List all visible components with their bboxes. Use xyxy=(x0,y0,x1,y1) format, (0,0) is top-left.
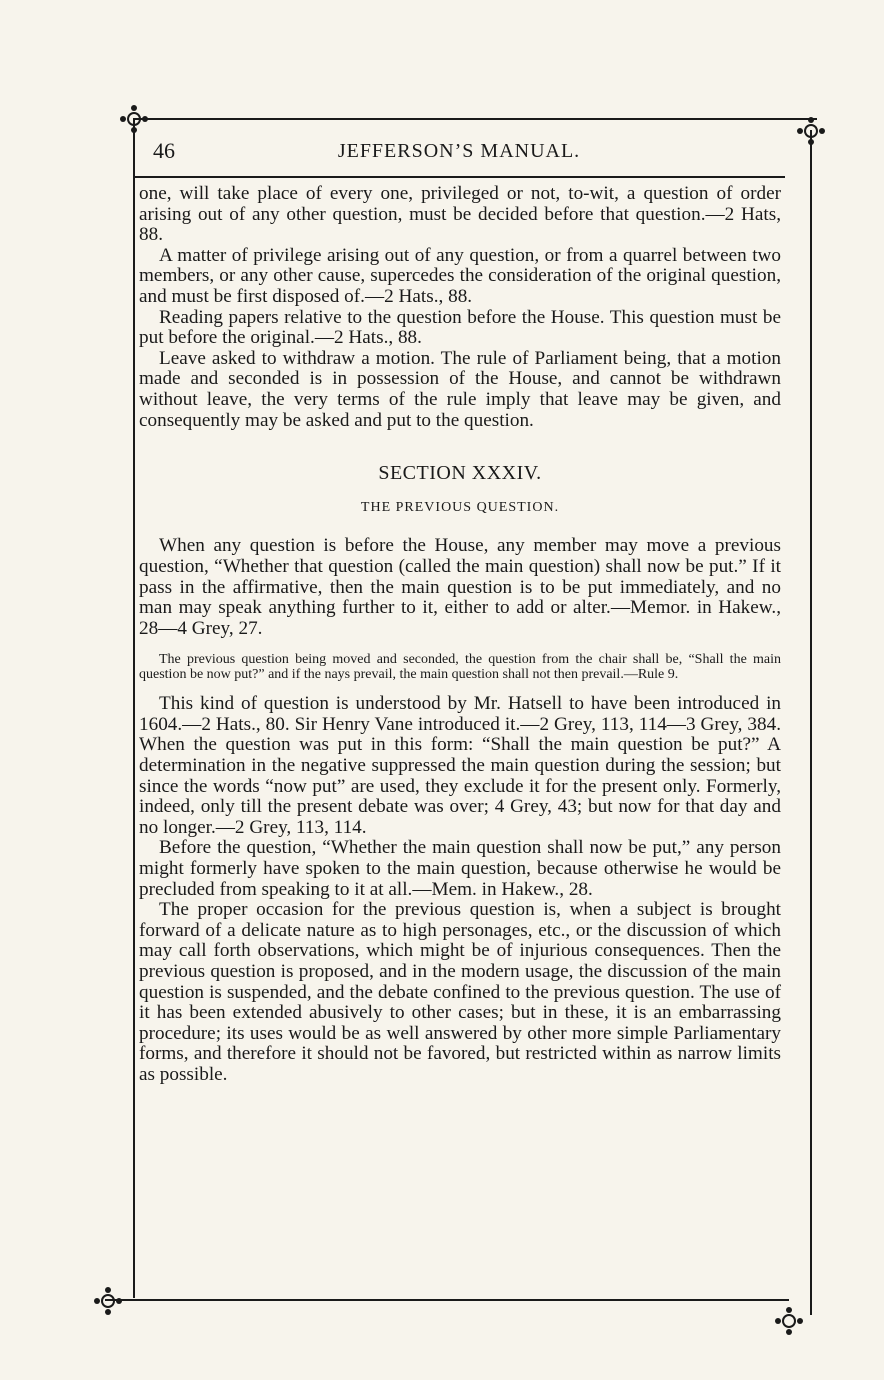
note-text: The previous question being moved and seconded, the question from the chair shall be, “Shall the main question be now put?” and if the nays prevail, the main question shall not then prevail.—Rule 9. xyxy=(139,652,781,682)
frame-right-rule xyxy=(810,130,812,1315)
paragraph: one, will take place of every one, privileged or not, to-wit, a question of order arising out of any other question, must be decided before that question.—2 Hats, 88. xyxy=(139,183,781,246)
corner-ornament-icon xyxy=(796,116,826,146)
page-number: 46 xyxy=(153,138,175,163)
paragraph: A matter of privilege arising out of any question, or from a quarrel between two members, or any other cause, supercedes the consideration of the original question, and must be first disposed of.—2 Hats., 88. xyxy=(139,244,781,307)
section-subtitle: THE PREVIOUS QUESTION. xyxy=(360,499,560,515)
paragraph: The proper occasion for the previous question is, when a subject is brought forward of a delicate nature as to high personages, etc., or the discussion of which may call forth observations, which might be of injurious consequences. Then the previous question is proposed, and in the modern usage, the discussion of the main question is suspended, and the debate confined to the previous question. The use of it has been extended abusively to other cases; but in these, it is an embarrassing procedure; its uses would be as well answered by other more simple Parliamentary forms, and therefore it should not be favored, but restricted within as narrow limits as possible. xyxy=(139,899,781,1085)
book-page xyxy=(133,132,785,1086)
corner-ornament-icon xyxy=(774,1306,804,1336)
paragraph: Reading papers relative to the question before the House. This question must be put before the original.—2 Hats., 88. xyxy=(139,306,781,349)
paragraph: This kind of question is understood by Mr. Hatsell to have been introduced in 1604.—2 Hats., 80. Sir Henry Vane introduced it.—2 Grey, 113, 114—3 Grey, 384. When the question was put in this form: “Shall the main question be put?” A determination in the negative suppressed the main question during the session; but since the words “now put” are used, they exclude it for the present only. Formerly, indeed, only till the present debate was over; 4 Grey, 43; but now for that day and no longer.—2 Grey, 113, 114. xyxy=(139,693,781,838)
corner-ornament-icon xyxy=(93,1286,123,1316)
running-head: JEFFERSON’S MANUAL. xyxy=(337,140,581,162)
corner-ornament-icon xyxy=(119,104,149,134)
frame-bottom-rule xyxy=(105,1299,789,1301)
frame-top-rule xyxy=(133,118,817,120)
page-header xyxy=(133,132,785,178)
section-title: SECTION XXXIV. xyxy=(378,462,542,485)
paragraph: Leave asked to withdraw a motion. The rule of Parliament being, that a motion made and seconded is in possession of the House, and cannot be withdrawn without leave, the very terms of the rule imply that leave may be given, and consequently may be asked and put to the question. xyxy=(139,347,781,431)
rule-note xyxy=(139,653,781,682)
paragraph: Before the question, “Whether the main question shall now be put,” any person might formerly have spoken to the main question, because otherwise he would be precluded from speaking to it at all.—Mem. in Hakew., 28. xyxy=(139,837,781,900)
paragraph: When any question is before the House, any member may move a previous question, “Whether that question (called the main question) shall now be put.” If it pass in the affirmative, then the main question is to be put immediately, and no man may speak anything further to it, either to add or alter.—Memor. in Hakew., 28—4 Grey, 27. xyxy=(139,535,781,639)
page-body xyxy=(133,178,785,1086)
